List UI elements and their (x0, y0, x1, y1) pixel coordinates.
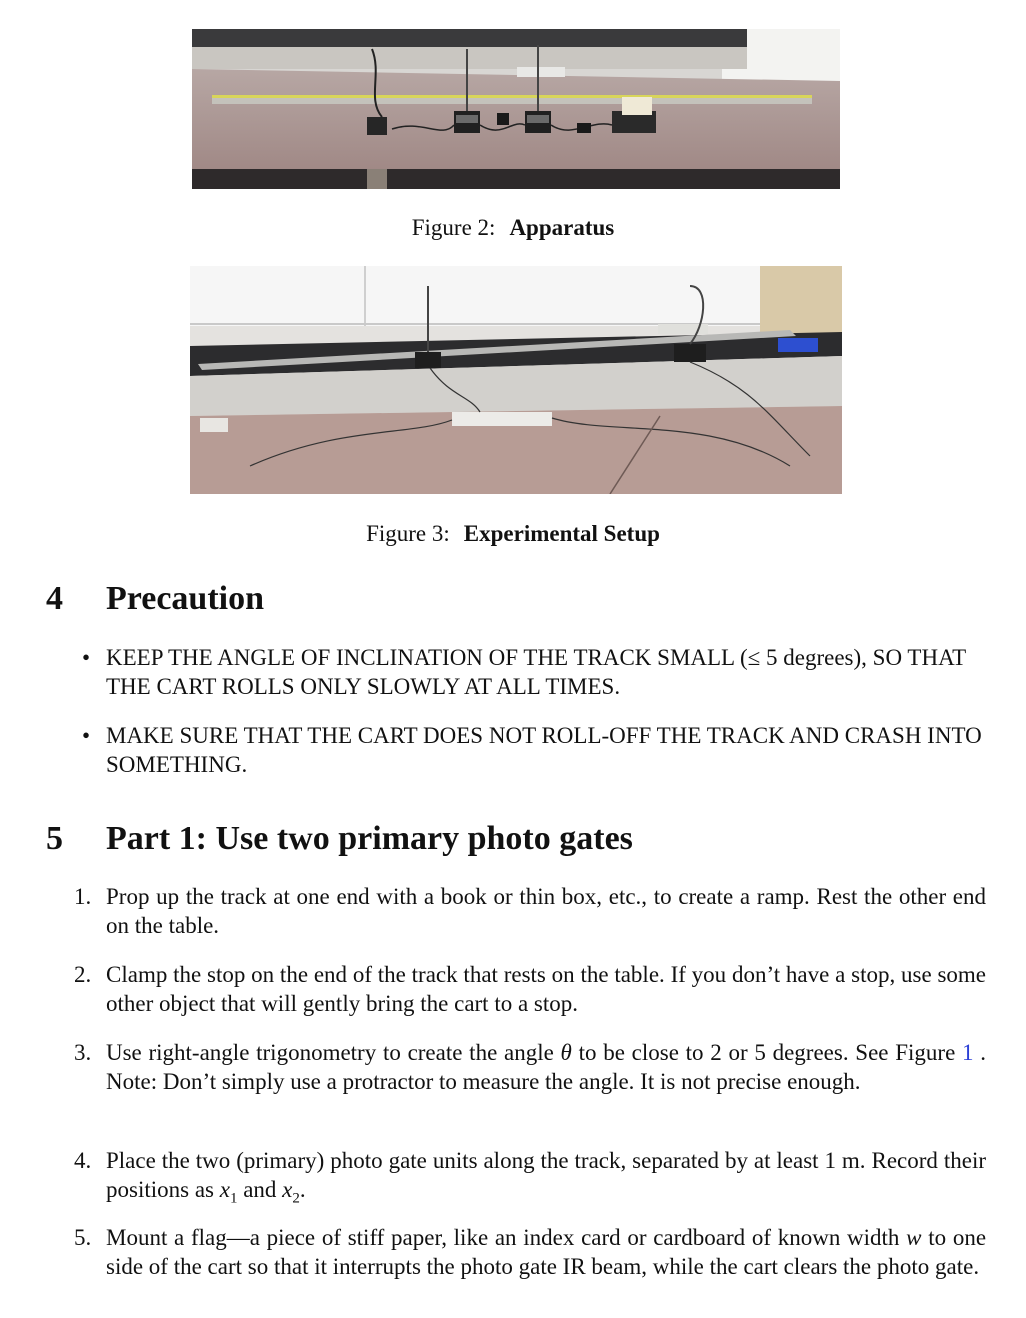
bullet-icon: • (82, 645, 91, 670)
step-text-part: Mount a flag—a piece of stiff paper, like an index card or cardboard of known width (106, 1225, 900, 1250)
figure-2-photo (192, 29, 840, 189)
step-text-part: to be close to 2 or 5 degrees. See Figure (578, 1040, 956, 1065)
subscript: 2 (292, 1190, 300, 1207)
figure-2-caption (0, 215, 1026, 241)
step-text (106, 1146, 986, 1214)
figure-label: Figure 2: (411, 215, 496, 240)
bullet-text: KEEP THE ANGLE OF INCLINATION OF THE TRACK SMALL (≤ 5 degrees), SO THAT THE CART ROLLS ONLY SLOWLY AT ALL TIMES. (106, 645, 966, 699)
step-text-part: and (243, 1177, 277, 1202)
section-number: 4 (46, 580, 63, 617)
figure-3-photo (190, 266, 842, 494)
step-number: 4. (74, 1148, 92, 1173)
figure-title: Apparatus (509, 215, 615, 240)
section-heading (46, 580, 264, 618)
figure-label: Figure 3: (366, 521, 450, 546)
step-text-part: . Note: Don’t simply use a protractor to measure the angle. It is not precise enough. (106, 1040, 987, 1094)
step-text: Prop up the track at one end with a book or thin box, etc., to create a ramp. Rest the other end on the table. (106, 884, 986, 938)
section-title: Precaution (106, 580, 265, 617)
step-text (106, 1223, 986, 1281)
subscript: 1 (229, 1190, 238, 1207)
figure-title: Experimental Setup (463, 521, 660, 546)
figure-reference-link[interactable]: 1 (962, 1040, 974, 1065)
step-number: 3. (74, 1040, 92, 1065)
step-text-part: to one side of the cart so that it interrupts the photo gate IR beam, while the cart clears the photo gate. (106, 1225, 987, 1279)
step-text: Clamp the stop on the end of the track that rests on the table. If you don’t have a stop, use some other object that will gently bring the cart to a stop. (106, 962, 986, 1016)
step-text (106, 1038, 986, 1096)
step-text-part: Use right-angle trigonometry to create the angle (106, 1040, 554, 1065)
section-number: 5 (46, 820, 63, 857)
step-number: 5. (74, 1225, 92, 1250)
step-number: 2. (74, 962, 92, 987)
bullet-icon: • (82, 723, 91, 748)
step-text-part: . (299, 1177, 306, 1202)
step-number: 1. (74, 884, 92, 909)
bullet-text: MAKE SURE THAT THE CART DOES NOT ROLL-OFF THE TRACK AND CRASH INTO SOMETHING. (106, 723, 982, 777)
section-heading (46, 820, 633, 858)
section-title: Part 1: Use two primary photo gates (106, 820, 633, 857)
variable-x: x (282, 1177, 293, 1202)
figure-3-caption (0, 521, 1026, 547)
variable-w: w (906, 1225, 922, 1250)
theta-symbol: θ (560, 1040, 572, 1065)
variable-x: x (219, 1177, 230, 1202)
step-text-part: Place the two (primary) photo gate units along the track, separated by at least 1 m. Record their positions as (106, 1148, 986, 1202)
